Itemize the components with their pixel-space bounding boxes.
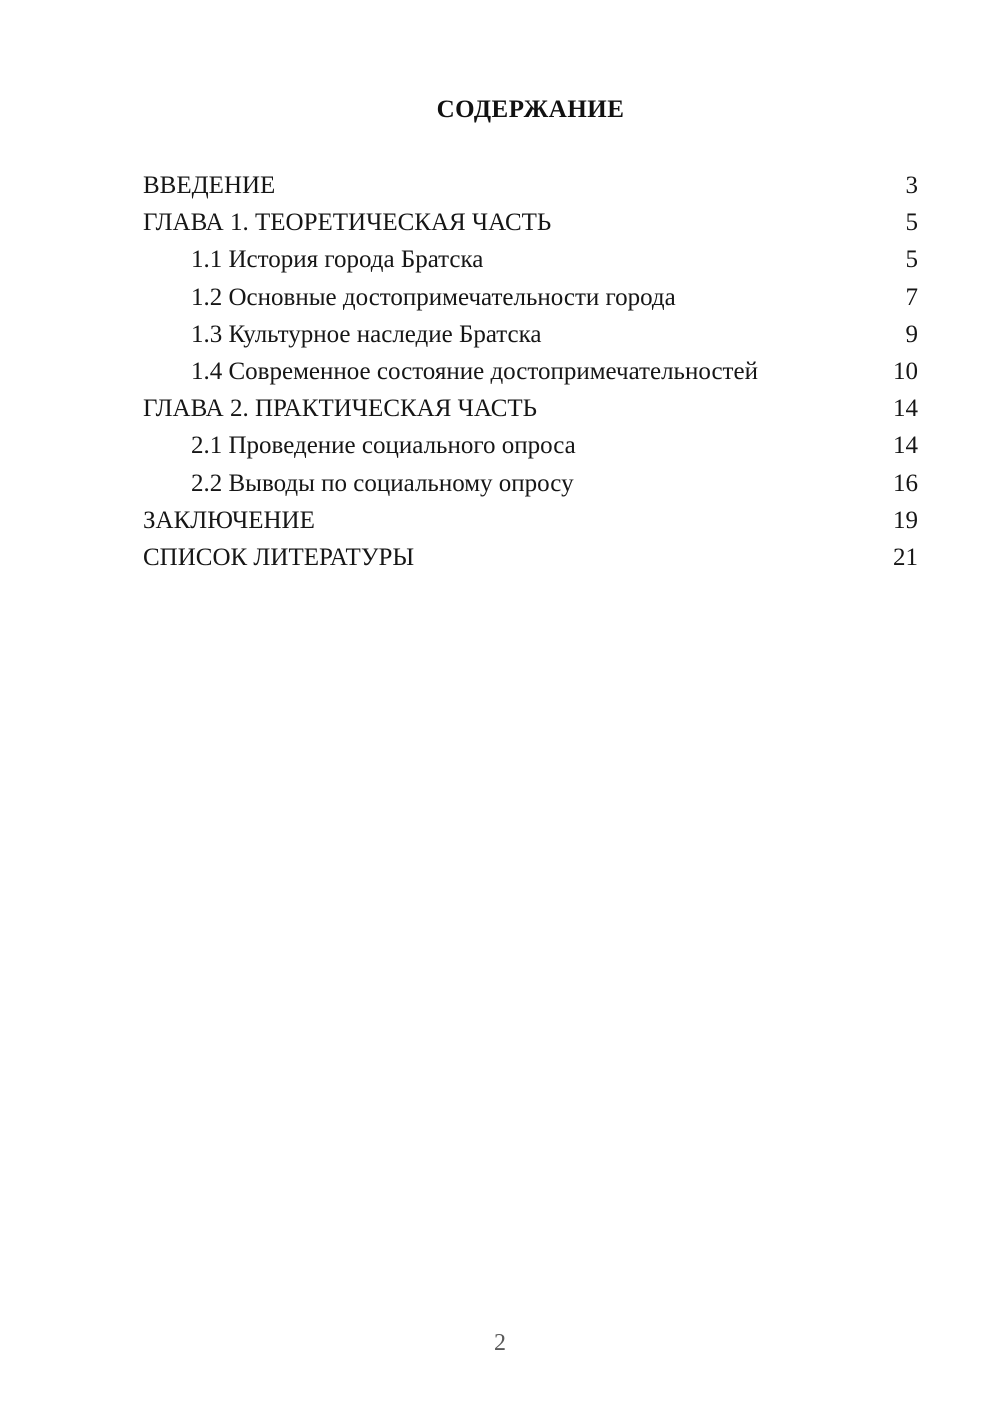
toc-entry-label: ЗАКЛЮЧЕНИЕ xyxy=(143,506,315,534)
toc-entry-page-number: 3 xyxy=(905,172,918,199)
toc-entry-page-number: 19 xyxy=(893,506,918,534)
toc-entry-label: ГЛАВА 2. ПРАКТИЧЕСКАЯ ЧАСТЬ xyxy=(143,395,538,423)
toc-entry xyxy=(143,390,918,427)
toc-entry-page-number: 10 xyxy=(893,358,918,386)
toc-entry-label: 1.1 История города Братска xyxy=(191,246,484,274)
page-title: СОДЕРЖАНИЕ xyxy=(436,96,625,123)
toc-entry xyxy=(143,353,918,390)
toc-entry-label: СПИСОК ЛИТЕРАТУРЫ xyxy=(143,544,415,572)
toc-entry-page-number: 14 xyxy=(893,395,918,423)
toc-entry-label: 1.3 Культурное наследие Братска xyxy=(191,320,542,348)
toc-entry xyxy=(143,204,918,241)
toc-entry-page-number: 9 xyxy=(905,320,918,348)
toc-entry-label: 2.1 Проведение социального опроса xyxy=(191,432,576,460)
toc-entry-page-number: 14 xyxy=(893,432,918,460)
page-content xyxy=(143,0,918,576)
toc-entry-page-number: 7 xyxy=(905,283,918,311)
toc-entry xyxy=(143,502,918,539)
toc-entry xyxy=(143,465,918,502)
toc-entry xyxy=(143,316,918,353)
toc-entry xyxy=(143,279,918,316)
toc-entry-label: 1.4 Современное состояние достопримечательностей xyxy=(191,358,758,386)
toc-entry-label: 2.2 Выводы по социальному опросу xyxy=(191,469,574,497)
toc-entry-page-number: 21 xyxy=(893,544,918,572)
toc-entry-page-number: 5 xyxy=(905,246,918,274)
toc-entry-page-number: 5 xyxy=(905,209,918,237)
toc-entry-label: ВВЕДЕНИЕ xyxy=(143,172,276,199)
toc-entry-label: 1.2 Основные достопримечательности города xyxy=(191,283,676,311)
toc-entry-label: ГЛАВА 1. ТЕОРЕТИЧЕСКАЯ ЧАСТЬ xyxy=(143,209,552,237)
table-of-contents xyxy=(143,167,918,576)
toc-entry xyxy=(143,427,918,464)
toc-entry xyxy=(143,539,918,576)
toc-entry-page-number: 16 xyxy=(893,469,918,497)
footer-page-number: 2 xyxy=(494,1330,506,1356)
toc-entry xyxy=(143,241,918,278)
toc-entry xyxy=(143,167,918,204)
